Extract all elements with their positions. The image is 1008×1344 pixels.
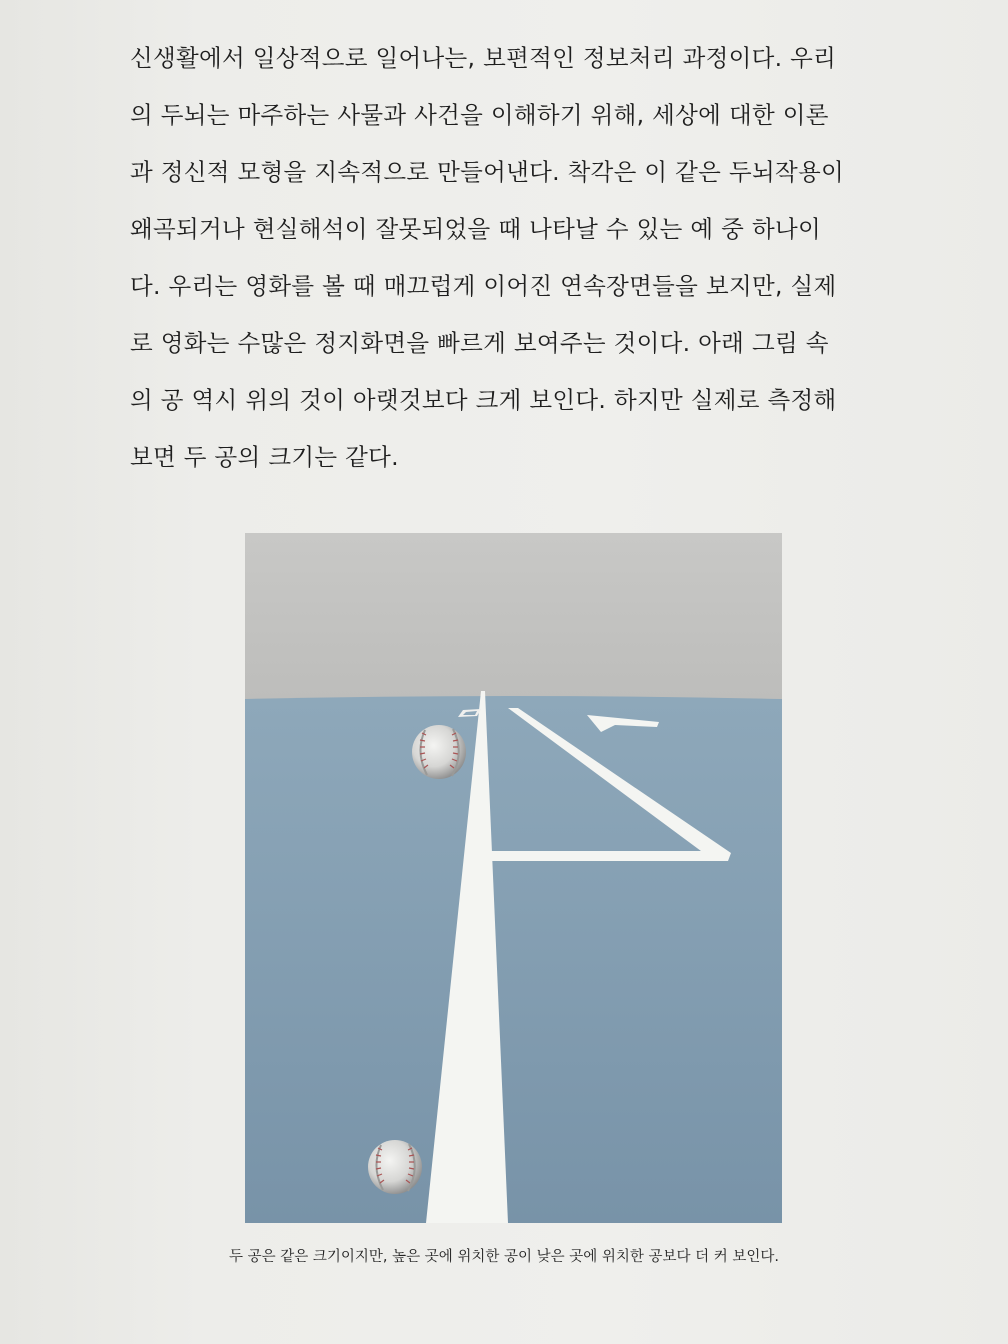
baseball-illusion-figure xyxy=(245,533,782,1223)
body-line: 의 공 역시 위의 것이 아랫것보다 크게 보인다. 하지만 실제로 측정해 xyxy=(130,386,837,414)
body-line: 로 영화는 수많은 정지화면을 빠르게 보여주는 것이다. 아래 그림 속 xyxy=(130,329,829,357)
body-line: 과 정신적 모형을 지속적으로 만들어낸다. 착각은 이 같은 두뇌작용이 xyxy=(130,158,844,186)
upper-baseball xyxy=(412,725,466,779)
figure-caption: 두 공은 같은 크기이지만, 높은 곳에 위치한 공이 낮은 곳에 위치한 공보다 더 커 보인다. xyxy=(229,1249,779,1265)
body-line: 의 두뇌는 마주하는 사물과 사건을 이해하기 위해, 세상에 대한 이론 xyxy=(130,101,829,129)
lower-baseball xyxy=(368,1140,422,1194)
field-area xyxy=(245,696,782,1223)
body-line: 신생활에서 일상적으로 일어나는, 보편적인 정보처리 과정이다. 우리 xyxy=(130,44,837,72)
body-line: 보면 두 공의 크기는 같다. xyxy=(130,443,399,471)
body-line: 왜곡되거나 현실해석이 잘못되었을 때 나타날 수 있는 예 중 하나이 xyxy=(130,215,821,243)
body-paragraph xyxy=(130,36,890,492)
body-line: 다. 우리는 영화를 볼 때 매끄럽게 이어진 연속장면들을 보지만, 실제 xyxy=(130,272,837,300)
sky-area xyxy=(245,533,782,699)
